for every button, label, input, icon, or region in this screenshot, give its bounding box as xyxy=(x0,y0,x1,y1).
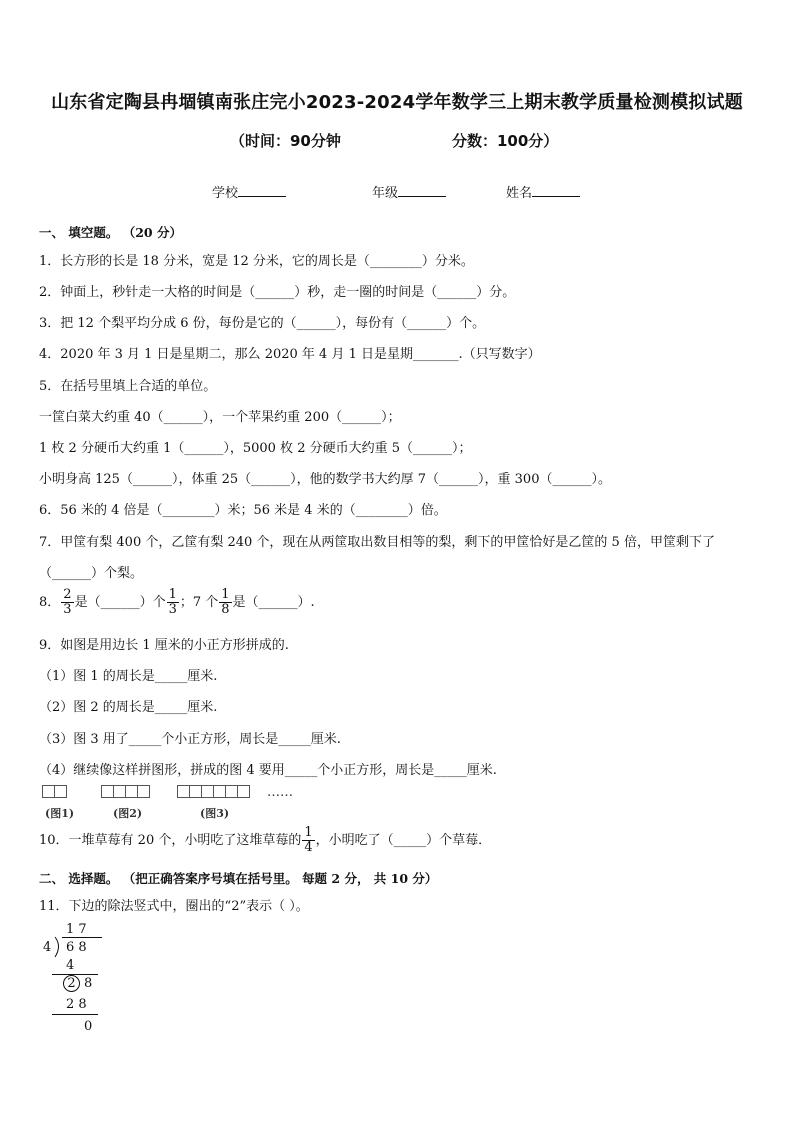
question-9: 9．如图是用边长 1 厘米的小正方形拼成的. xyxy=(39,638,289,653)
remainder: 0 xyxy=(84,1019,93,1034)
school-field[interactable] xyxy=(212,182,286,201)
question-1: 1．长方形的长是 18 分米，宽是 12 分米，它的周长是（________）分米。 xyxy=(39,254,474,269)
q8-text1: 是（______）个 xyxy=(74,595,166,610)
name-blank[interactable] xyxy=(532,184,580,197)
name-field[interactable] xyxy=(506,182,580,201)
page-title: 山东省定陶县冉堌镇南张庄完小2023-2024学年数学三上期末教学质量检测模拟试题 xyxy=(51,92,743,113)
fraction-2-3: $\frac{2}{3}$ xyxy=(63,587,72,617)
q8-text3: 是（______）. xyxy=(232,595,315,610)
grade-field[interactable] xyxy=(372,182,446,201)
question-5: 5．在括号里填上合适的单位。 xyxy=(39,379,217,394)
circled-digit: 2 xyxy=(63,975,80,992)
fraction-1-8: $\frac{1}{8}$ xyxy=(221,587,230,617)
school-label: 学校 xyxy=(212,186,239,201)
step2-line xyxy=(52,1014,98,1015)
fig1-label: (图1) xyxy=(45,807,75,820)
exam-score: 分数：100分） xyxy=(452,132,559,150)
q8-prefix: 8． xyxy=(39,595,61,610)
name-label: 姓名 xyxy=(506,186,533,201)
q10-text1: 10．一堆草莓有 20 个，小明吃了这堆草莓的 xyxy=(39,833,302,848)
dividend: 6 8 xyxy=(66,940,87,955)
exam-time: （时间：90分钟 xyxy=(230,132,341,150)
school-blank[interactable] xyxy=(238,184,286,197)
question-8 xyxy=(39,588,315,617)
fig1-square xyxy=(54,785,67,798)
step2-digit: 8 xyxy=(84,976,93,991)
question-5a: 一筐白菜大约重 40（______），一个苹果约重 200（______）； xyxy=(39,410,401,425)
step1-product: 4 xyxy=(66,958,75,973)
question-5b: 1 枚 2 分硬币大约重 1（______），5000 枚 2 分硬币大约重 5（______）； xyxy=(39,441,472,456)
question-10 xyxy=(39,826,491,855)
quotient: 1 7 xyxy=(66,922,87,937)
question-3: 3．把 12 个梨平均分成 6 份，每份是它的（______），每份有（______）个。 xyxy=(39,316,486,331)
section-fill-blank: 一、 填空题。 （20 分） xyxy=(39,225,182,240)
question-9-3: （3）图 3 用了_____个小正方形，周长是_____厘米. xyxy=(39,732,341,747)
q10-text2: ，小明吃了（_____）个草莓． xyxy=(315,833,492,848)
question-7b: （______）个梨。 xyxy=(39,566,144,581)
fig3-square xyxy=(237,785,250,798)
question-11: 11．下边的除法竖式中，圈出的“2”表示（ ）。 xyxy=(39,899,309,914)
question-5c: 小明身高 125（______），体重 25（______），他的数学书大约厚 7（______），重 300（______）。 xyxy=(39,472,611,487)
question-7a: 7．甲筐有梨 400 个，乙筐有梨 240 个，现在从两筐取出数目相等的梨，剩下的甲筐恰好是乙筐的 5 倍，甲筐剩下了 xyxy=(39,535,715,550)
long-division xyxy=(40,920,120,1040)
q8-text2: ；7 个 xyxy=(179,595,219,610)
question-4: 4．2020 年 3 月 1 日是星期二，那么 2020 年 4 月 1 日是星期_______.（只写数字） xyxy=(39,347,541,362)
fraction-1-3: $\frac{1}{3}$ xyxy=(168,587,177,617)
step2-product: 2 8 xyxy=(66,997,87,1012)
grade-label: 年级 xyxy=(372,186,399,201)
question-9-2: （2）图 2 的周长是_____厘米. xyxy=(39,700,218,715)
question-9-4: （4）继续像这样拼图形，拼成的图 4 要用_____个小正方形，周长是_____厘米. xyxy=(39,763,497,778)
question-6: 6．56 米的 4 倍是（________）米；56 米是 4 米的（________）倍。 xyxy=(39,503,447,518)
division-bar xyxy=(62,937,102,938)
fraction-1-4: $\frac{1}{4}$ xyxy=(304,825,313,855)
question-9-1: （1）图 1 的周长是_____厘米. xyxy=(39,669,218,684)
division-bracket xyxy=(53,936,63,958)
grade-blank[interactable] xyxy=(398,184,446,197)
question-2: 2．钟面上，秒针走一大格的时间是（______）秒，走一圈的时间是（______）分。 xyxy=(39,285,516,300)
ellipsis: …… xyxy=(267,785,293,800)
fig2-square xyxy=(137,785,150,798)
section-choice: 二、 选择题。 （把正确答案序号填在括号里。 每题 2 分， 共 10 分） xyxy=(39,871,438,886)
fig2-label: (图2) xyxy=(113,807,143,820)
fig3-label: (图3) xyxy=(200,807,230,820)
divisor: 4 xyxy=(43,940,52,955)
